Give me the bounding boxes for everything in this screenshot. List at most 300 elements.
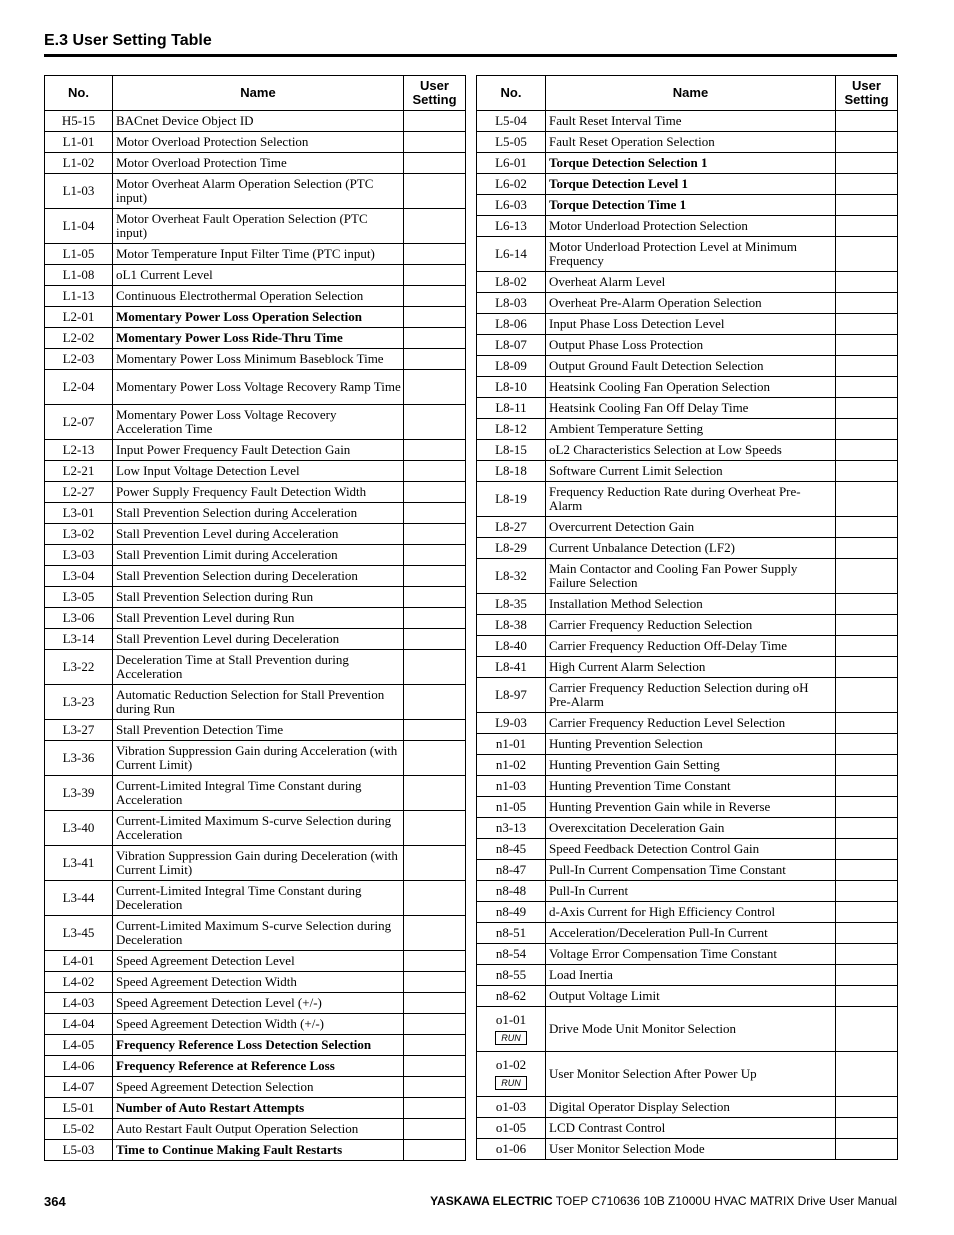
- user-setting-cell[interactable]: [836, 1052, 898, 1097]
- table-row: [45, 566, 466, 587]
- parameter-number-text: L8-06: [495, 316, 527, 331]
- user-setting-cell[interactable]: [404, 265, 466, 286]
- parameter-number-text: L3-36: [62, 750, 95, 765]
- parameter-number: [45, 1119, 113, 1140]
- parameter-name: Stall Prevention Selection during Acceleration: [113, 503, 404, 524]
- parameter-number: [45, 482, 113, 503]
- table-row: [477, 216, 898, 237]
- table-header-row: [477, 76, 898, 111]
- parameter-number: [45, 244, 113, 265]
- parameter-name: Motor Overheat Alarm Operation Selection (PTC input): [113, 174, 404, 209]
- parameter-number: [45, 1077, 113, 1098]
- parameter-number-text: L8-29: [495, 540, 527, 555]
- parameter-number-text: L1-01: [62, 134, 95, 149]
- parameter-name: Speed Feedback Detection Control Gain: [546, 839, 836, 860]
- parameter-name: Fault Reset Interval Time: [546, 111, 836, 132]
- user-setting-cell[interactable]: [836, 797, 898, 818]
- parameter-number: [477, 594, 546, 615]
- parameter-number-text: L8-10: [495, 379, 527, 394]
- parameter-number-text: o1-03: [495, 1099, 527, 1114]
- title-rule: [44, 54, 897, 57]
- user-setting-cell[interactable]: [404, 328, 466, 349]
- user-setting-cell[interactable]: [404, 307, 466, 328]
- parameter-number: [45, 328, 113, 349]
- user-setting-cell[interactable]: [404, 286, 466, 307]
- parameter-number-text: n8-54: [495, 946, 527, 961]
- parameter-number: [477, 237, 546, 272]
- parameter-name: Current-Limited Maximum S-curve Selection during Deceleration: [113, 916, 404, 951]
- user-setting-cell[interactable]: [404, 111, 466, 132]
- parameter-number-text: n1-02: [495, 757, 527, 772]
- user-setting-cell[interactable]: [836, 111, 898, 132]
- parameter-number: [477, 111, 546, 132]
- parameter-number-text: L1-04: [62, 218, 95, 233]
- table-row: [477, 965, 898, 986]
- table-row: [45, 741, 466, 776]
- user-setting-cell[interactable]: [836, 461, 898, 482]
- document-footer: [430, 1194, 897, 1208]
- parameter-number-text: L8-18: [495, 463, 527, 478]
- table-row: [45, 1056, 466, 1077]
- table-row: [477, 839, 898, 860]
- parameter-name: Vibration Suppression Gain during Acceleration (with Current Limit): [113, 741, 404, 776]
- parameter-number-text: n1-01: [495, 736, 527, 751]
- user-setting-cell[interactable]: [404, 1035, 466, 1056]
- user-setting-cell[interactable]: [836, 1139, 898, 1160]
- parameter-number-text: L4-03: [62, 995, 95, 1010]
- parameter-number-text: n8-47: [495, 862, 527, 877]
- user-setting-cell[interactable]: [404, 1014, 466, 1035]
- parameter-number: [45, 741, 113, 776]
- parameter-number: [477, 818, 546, 839]
- user-setting-cell[interactable]: [836, 1007, 898, 1052]
- user-setting-cell[interactable]: [836, 293, 898, 314]
- user-setting-cell[interactable]: [836, 860, 898, 881]
- table-row: [45, 370, 466, 405]
- user-setting-cell[interactable]: [404, 349, 466, 370]
- column-header-name: Name: [546, 76, 836, 111]
- parameter-number-text: n8-48: [495, 883, 527, 898]
- table-row: [477, 517, 898, 538]
- parameter-name: Output Voltage Limit: [546, 986, 836, 1007]
- parameter-name: Overexcitation Deceleration Gain: [546, 818, 836, 839]
- user-setting-cell[interactable]: [836, 776, 898, 797]
- parameter-number-text: L3-22: [62, 659, 95, 674]
- parameter-number-text: L4-04: [62, 1016, 95, 1031]
- parameter-number: [477, 272, 546, 293]
- user-setting-cell[interactable]: [404, 244, 466, 265]
- parameter-name: Software Current Limit Selection: [546, 461, 836, 482]
- parameter-number-text: L3-06: [62, 610, 95, 625]
- parameter-number: [45, 685, 113, 720]
- parameter-number-text: L8-09: [495, 358, 527, 373]
- user-setting-cell[interactable]: [836, 356, 898, 377]
- table-row: [477, 356, 898, 377]
- table-row: [477, 1118, 898, 1139]
- parameter-name: Automatic Reduction Selection for Stall Prevention during Run: [113, 685, 404, 720]
- parameter-number: [45, 916, 113, 951]
- user-setting-cell[interactable]: [404, 132, 466, 153]
- table-row: [477, 132, 898, 153]
- parameter-number: [45, 566, 113, 587]
- user-setting-cell[interactable]: [404, 209, 466, 244]
- user-setting-cell[interactable]: [836, 944, 898, 965]
- parameter-number: [477, 356, 546, 377]
- parameter-name: Speed Agreement Detection Width: [113, 972, 404, 993]
- parameter-number: [45, 881, 113, 916]
- table-row: [477, 734, 898, 755]
- parameter-number: [477, 636, 546, 657]
- parameter-number: [45, 1035, 113, 1056]
- parameter-name: Motor Overheat Fault Operation Selection (PTC input): [113, 209, 404, 244]
- parameter-number-text: L2-21: [62, 463, 95, 478]
- table-row: [477, 986, 898, 1007]
- parameter-number-text: L6-02: [495, 176, 527, 191]
- column-header-user-setting: User Setting: [404, 76, 466, 111]
- parameter-name: Momentary Power Loss Operation Selection: [113, 307, 404, 328]
- table-row: [477, 538, 898, 559]
- user-setting-cell[interactable]: [836, 153, 898, 174]
- user-setting-cell[interactable]: [404, 650, 466, 685]
- table-row: [477, 440, 898, 461]
- user-setting-cell[interactable]: [836, 195, 898, 216]
- parameter-name: Speed Agreement Detection Level (+/-): [113, 993, 404, 1014]
- table-row: [45, 846, 466, 881]
- user-setting-cell[interactable]: [404, 524, 466, 545]
- parameter-number: [477, 538, 546, 559]
- user-setting-cell[interactable]: [404, 482, 466, 503]
- user-setting-cell[interactable]: [404, 587, 466, 608]
- table-row: [45, 685, 466, 720]
- parameter-number: [45, 307, 113, 328]
- parameter-number-text: n8-49: [495, 904, 527, 919]
- parameter-name: Heatsink Cooling Fan Operation Selection: [546, 377, 836, 398]
- user-setting-table-left: [44, 75, 466, 1161]
- table-row: [477, 1097, 898, 1118]
- parameter-number: [45, 405, 113, 440]
- table-row: [477, 482, 898, 517]
- user-setting-cell[interactable]: [404, 1140, 466, 1161]
- user-setting-cell[interactable]: [836, 377, 898, 398]
- parameter-number-text: L3-27: [62, 722, 95, 737]
- parameter-number-text: L1-03: [62, 183, 95, 198]
- table-row: [45, 482, 466, 503]
- user-setting-cell[interactable]: [404, 608, 466, 629]
- parameter-number: [477, 839, 546, 860]
- user-setting-cell[interactable]: [836, 216, 898, 237]
- parameter-number: [45, 1140, 113, 1161]
- user-setting-cell[interactable]: [836, 132, 898, 153]
- parameter-name: Input Phase Loss Detection Level: [546, 314, 836, 335]
- user-setting-cell[interactable]: [404, 776, 466, 811]
- parameter-name: Momentary Power Loss Voltage Recovery Acceleration Time: [113, 405, 404, 440]
- parameter-number: [45, 370, 113, 405]
- parameter-name: Hunting Prevention Time Constant: [546, 776, 836, 797]
- parameter-name: Hunting Prevention Selection: [546, 734, 836, 755]
- parameter-number: [477, 678, 546, 713]
- parameter-number: [45, 349, 113, 370]
- parameter-number-text: L3-23: [62, 694, 95, 709]
- parameter-name: Time to Continue Making Fault Restarts: [113, 1140, 404, 1161]
- parameter-name: High Current Alarm Selection: [546, 657, 836, 678]
- user-setting-cell[interactable]: [404, 153, 466, 174]
- parameter-name: Carrier Frequency Reduction Selection during oH Pre-Alarm: [546, 678, 836, 713]
- user-setting-cell[interactable]: [404, 440, 466, 461]
- table-header-row: [45, 76, 466, 111]
- parameter-number: [45, 524, 113, 545]
- table-row: [477, 237, 898, 272]
- table-row: [477, 818, 898, 839]
- user-setting-cell[interactable]: [404, 1056, 466, 1077]
- user-setting-cell[interactable]: [836, 734, 898, 755]
- parameter-number: [477, 1118, 546, 1139]
- table-row: [45, 461, 466, 482]
- user-setting-cell[interactable]: [404, 811, 466, 846]
- parameter-number: [477, 1052, 546, 1097]
- parameter-name: Output Phase Loss Protection: [546, 335, 836, 356]
- parameter-name: Stall Prevention Level during Deceleration: [113, 629, 404, 650]
- parameter-number-text: H5-15: [61, 113, 96, 128]
- table-row: [45, 1140, 466, 1161]
- parameter-number: [45, 1014, 113, 1035]
- user-setting-cell[interactable]: [836, 594, 898, 615]
- user-setting-cell[interactable]: [836, 174, 898, 195]
- user-setting-cell[interactable]: [404, 461, 466, 482]
- user-setting-cell[interactable]: [404, 1119, 466, 1140]
- document-title: TOEP C710636 10B Z1000U HVAC MATRIX Drive User Manual: [552, 1194, 897, 1208]
- parameter-number: [45, 587, 113, 608]
- user-setting-cell[interactable]: [404, 370, 466, 405]
- parameter-number: [45, 440, 113, 461]
- user-setting-cell[interactable]: [836, 1118, 898, 1139]
- parameter-number-text: L8-38: [495, 617, 527, 632]
- table-row: [45, 776, 466, 811]
- parameter-number-text: L3-44: [62, 890, 95, 905]
- parameter-name: Carrier Frequency Reduction Selection: [546, 615, 836, 636]
- table-row: [45, 440, 466, 461]
- parameter-number: [45, 608, 113, 629]
- user-setting-cell[interactable]: [836, 559, 898, 594]
- user-setting-cell[interactable]: [836, 713, 898, 734]
- user-setting-cell[interactable]: [836, 818, 898, 839]
- parameter-number-text: L8-41: [495, 659, 527, 674]
- user-setting-cell[interactable]: [836, 398, 898, 419]
- parameter-name: Frequency Reduction Rate during Overheat Pre-Alarm: [546, 482, 836, 517]
- parameter-number-text: o1-02: [495, 1057, 527, 1072]
- parameter-number: [45, 153, 113, 174]
- user-setting-cell[interactable]: [404, 174, 466, 209]
- parameter-name: Ambient Temperature Setting: [546, 419, 836, 440]
- table-row: [477, 314, 898, 335]
- parameter-number-text: o1-06: [495, 1141, 527, 1156]
- user-setting-cell[interactable]: [404, 972, 466, 993]
- user-setting-cell[interactable]: [836, 657, 898, 678]
- user-setting-cell[interactable]: [836, 755, 898, 776]
- run-badge-icon: RUN: [495, 1076, 527, 1090]
- table-row: [477, 636, 898, 657]
- parameter-number-text: L2-13: [62, 442, 95, 457]
- table-row: [45, 629, 466, 650]
- parameter-name: Overheat Pre-Alarm Operation Selection: [546, 293, 836, 314]
- parameter-number: [477, 1007, 546, 1052]
- table-row: [477, 755, 898, 776]
- parameter-number: [477, 398, 546, 419]
- table-row: [45, 881, 466, 916]
- parameter-name: Momentary Power Loss Minimum Baseblock Time: [113, 349, 404, 370]
- table-row: [477, 902, 898, 923]
- user-setting-table-right: [476, 75, 898, 1160]
- parameter-number-text: L6-13: [495, 218, 527, 233]
- table-row: [45, 1098, 466, 1119]
- parameter-name: Motor Underload Protection Level at Minimum Frequency: [546, 237, 836, 272]
- parameter-number-text: L2-27: [62, 484, 95, 499]
- user-setting-cell[interactable]: [404, 993, 466, 1014]
- column-header-name: Name: [113, 76, 404, 111]
- table-row: [477, 293, 898, 314]
- user-setting-cell[interactable]: [836, 1097, 898, 1118]
- parameter-number: [477, 923, 546, 944]
- brand-name: YASKAWA ELECTRIC: [430, 1194, 553, 1208]
- table-row: [45, 720, 466, 741]
- user-setting-cell[interactable]: [836, 986, 898, 1007]
- user-setting-cell[interactable]: [836, 272, 898, 293]
- user-setting-cell[interactable]: [404, 720, 466, 741]
- user-setting-cell[interactable]: [836, 419, 898, 440]
- parameter-number: [477, 615, 546, 636]
- parameter-name: Frequency Reference Loss Detection Selection: [113, 1035, 404, 1056]
- table-row: [45, 405, 466, 440]
- parameter-number-text: L8-02: [495, 274, 527, 289]
- table-row: [45, 951, 466, 972]
- parameter-number-text: L5-05: [495, 134, 527, 149]
- parameter-number-text: n8-62: [495, 988, 527, 1003]
- parameter-number-text: L8-27: [495, 519, 527, 534]
- parameter-number-text: L3-39: [62, 785, 95, 800]
- user-setting-cell[interactable]: [836, 237, 898, 272]
- parameter-number: [477, 1097, 546, 1118]
- user-setting-cell[interactable]: [836, 482, 898, 517]
- user-setting-cell[interactable]: [404, 881, 466, 916]
- parameter-number: [477, 153, 546, 174]
- user-setting-cell[interactable]: [404, 566, 466, 587]
- parameter-name: Current Unbalance Detection (LF2): [546, 538, 836, 559]
- table-row: [45, 503, 466, 524]
- parameter-number-text: L4-01: [62, 953, 95, 968]
- table-row: [477, 153, 898, 174]
- user-setting-cell[interactable]: [404, 846, 466, 881]
- parameter-number-text: L3-05: [62, 589, 95, 604]
- parameter-number-text: L1-08: [62, 267, 95, 282]
- parameter-number: [477, 461, 546, 482]
- table-row: [45, 993, 466, 1014]
- table-row: [45, 1014, 466, 1035]
- parameter-number: [477, 797, 546, 818]
- user-setting-cell[interactable]: [404, 503, 466, 524]
- user-setting-cell[interactable]: [836, 636, 898, 657]
- user-setting-cell[interactable]: [836, 314, 898, 335]
- parameter-name: Hunting Prevention Gain Setting: [546, 755, 836, 776]
- table-row: [477, 797, 898, 818]
- user-setting-cell[interactable]: [836, 538, 898, 559]
- user-setting-cell[interactable]: [836, 335, 898, 356]
- user-setting-cell[interactable]: [404, 741, 466, 776]
- user-setting-cell[interactable]: [404, 685, 466, 720]
- user-setting-cell[interactable]: [836, 517, 898, 538]
- parameter-number: [477, 986, 546, 1007]
- parameter-name: oL1 Current Level: [113, 265, 404, 286]
- table-row: [45, 650, 466, 685]
- table-row: [477, 272, 898, 293]
- parameter-number-text: L8-97: [495, 687, 527, 702]
- table-row: [45, 349, 466, 370]
- table-row: [45, 587, 466, 608]
- user-setting-cell[interactable]: [836, 902, 898, 923]
- parameter-number-text: L4-07: [62, 1079, 95, 1094]
- parameter-number: [45, 776, 113, 811]
- user-setting-cell[interactable]: [836, 965, 898, 986]
- user-setting-cell[interactable]: [404, 1077, 466, 1098]
- user-setting-cell[interactable]: [836, 839, 898, 860]
- user-setting-cell[interactable]: [404, 1098, 466, 1119]
- user-setting-cell[interactable]: [836, 615, 898, 636]
- table-row: [477, 860, 898, 881]
- user-setting-cell[interactable]: [404, 951, 466, 972]
- parameter-number-text: L2-01: [62, 309, 95, 324]
- section-title: E.3 User Setting Table: [44, 32, 212, 49]
- parameter-name: Motor Overload Protection Selection: [113, 132, 404, 153]
- parameter-number-text: L1-13: [62, 288, 95, 303]
- parameter-name: LCD Contrast Control: [546, 1118, 836, 1139]
- table-row: [477, 657, 898, 678]
- user-setting-cell[interactable]: [404, 545, 466, 566]
- table-row: [477, 713, 898, 734]
- parameter-number-text: L5-01: [62, 1100, 95, 1115]
- user-setting-cell[interactable]: [836, 881, 898, 902]
- parameter-number: [45, 461, 113, 482]
- parameter-number: [477, 657, 546, 678]
- user-setting-cell[interactable]: [404, 405, 466, 440]
- parameter-name: User Monitor Selection Mode: [546, 1139, 836, 1160]
- table-row: [45, 153, 466, 174]
- parameter-name: Output Ground Fault Detection Selection: [546, 356, 836, 377]
- table-row: [45, 608, 466, 629]
- user-setting-cell[interactable]: [404, 916, 466, 951]
- table-row: [477, 377, 898, 398]
- parameter-number: [477, 860, 546, 881]
- parameter-number-text: n8-51: [495, 925, 527, 940]
- user-setting-cell[interactable]: [836, 440, 898, 461]
- parameter-number: [477, 482, 546, 517]
- user-setting-cell[interactable]: [836, 923, 898, 944]
- parameter-number: [45, 132, 113, 153]
- table-row: [45, 1119, 466, 1140]
- user-setting-cell[interactable]: [404, 629, 466, 650]
- table-row: [477, 1139, 898, 1160]
- parameter-name: Stall Prevention Level during Acceleration: [113, 524, 404, 545]
- parameter-name: Motor Underload Protection Selection: [546, 216, 836, 237]
- parameter-number-text: L3-40: [62, 820, 95, 835]
- parameter-name: BACnet Device Object ID: [113, 111, 404, 132]
- parameter-number: [477, 755, 546, 776]
- parameter-number: [477, 965, 546, 986]
- column-header-no: No.: [477, 76, 546, 111]
- user-setting-cell[interactable]: [836, 678, 898, 713]
- table-row: [477, 776, 898, 797]
- parameter-name: Vibration Suppression Gain during Deceleration (with Current Limit): [113, 846, 404, 881]
- parameter-name: Stall Prevention Detection Time: [113, 720, 404, 741]
- parameter-name: Low Input Voltage Detection Level: [113, 461, 404, 482]
- table-row: [477, 594, 898, 615]
